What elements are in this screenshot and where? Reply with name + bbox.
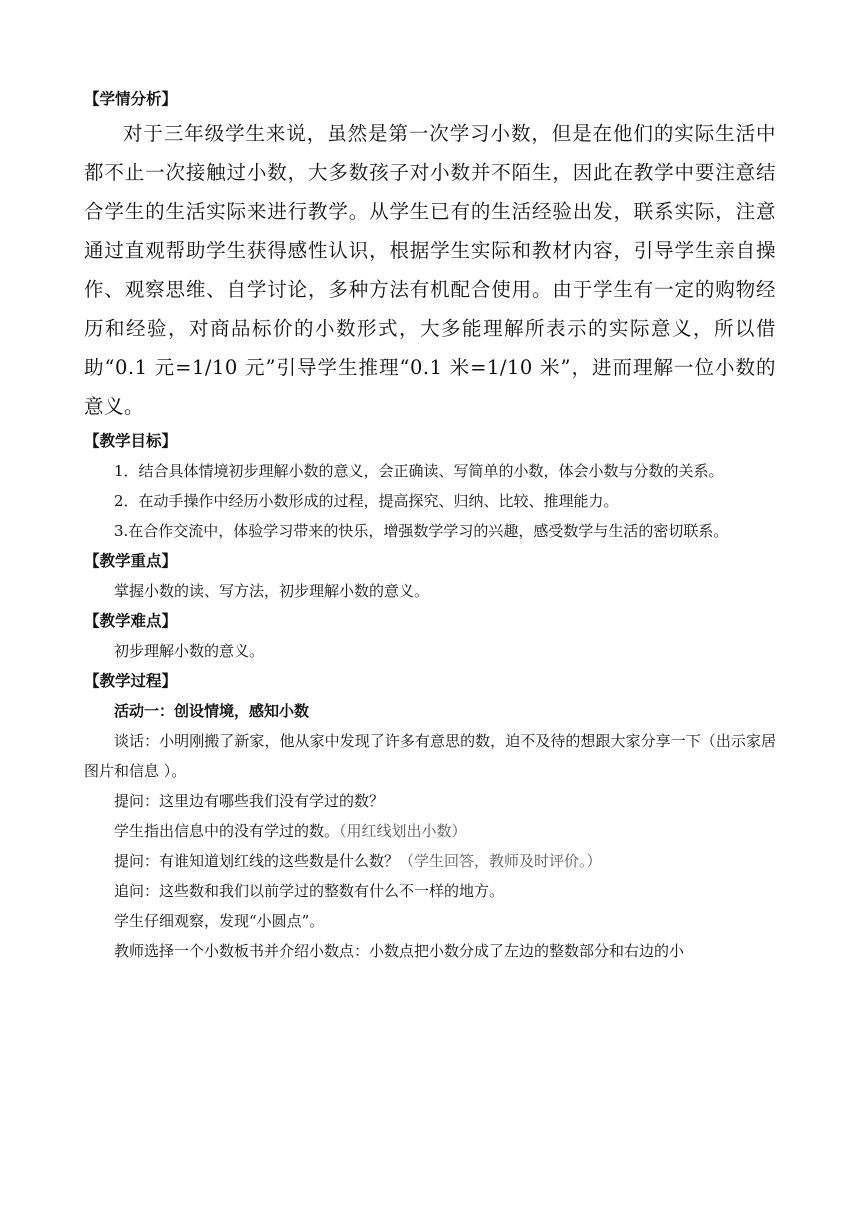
process-talk: 谈话：小明刚搬了新家，他从家中发现了许多有意思的数，迫不及待的想跟大家分享一下（出示家居图片和信息 ）。 xyxy=(84,732,776,780)
section-heading-goals: 【教学目标】 xyxy=(84,431,178,450)
process-observe: 学生仔细观察，发现“小圆点”。 xyxy=(114,912,325,930)
goal-item-2: 2．在动手操作中经历小数形成的过程，提高探究、归纳、比较、推理能力。 xyxy=(114,492,619,510)
process-teacher: 教师选择一个小数板书并介绍小数点：小数点把小数分成了左边的整数部分和右边的小 xyxy=(114,942,685,960)
process-students-point xyxy=(84,816,776,846)
difficulty-text: 初步理解小数的意义。 xyxy=(114,642,265,660)
goal-item-3: 3.在合作交流中，体验学习带来的快乐，增强数学学习的兴趣，感受数学与生活的密切联系。 xyxy=(114,522,729,540)
process-question-2 xyxy=(84,846,776,876)
section-heading-difficulty: 【教学难点】 xyxy=(84,611,178,630)
section-heading-key-point: 【教学重点】 xyxy=(84,551,178,570)
process-followup: 追问：这些数和我们以前学过的整数有什么不一样的地方。 xyxy=(114,882,505,900)
analysis-paragraph: 对于三年级学生来说，虽然是第一次学习小数，但是在他们的实际生活中都不止一次接触过小数，大多数孩子对小数并不陌生，因此在教学中要注意结合学生的生活实际来进行教学。从学生已有的生活经验出发，联系实际，注意通过直观帮助学生获得感性认识，根据学生实际和教材内容，引导学生亲自操作、观察思维、自学讨论，多种方法有机配合使用。由于学生有一定的购物经历和经验，对商品标价的小数形式，大多能理解所表示的实际意义，所以借助“0.1 元=1/10 元”引导学生推理“0.1 米=1/10 米”，进而理解一位小数的意义。 xyxy=(84,122,776,418)
goal-item-1: 1．结合具体情境初步理解小数的意义，会正确读、写简单的小数，体会小数与分数的关系。 xyxy=(114,462,724,480)
document-body xyxy=(84,84,776,966)
activity-1-title: 活动一：创设情境，感知小数 xyxy=(114,702,310,720)
question-2-text: 提问：有谁知道划红线的这些数是什么数？ xyxy=(114,852,400,870)
key-point-text: 掌握小数的读、写方法，初步理解小数的意义。 xyxy=(114,582,430,600)
question-2-note: （学生回答，教师及时评价。） xyxy=(399,852,602,870)
section-heading-analysis: 【学情分析】 xyxy=(84,89,178,108)
students-point-text: 学生指出信息中的没有学过的数。 xyxy=(114,822,340,840)
process-question-1: 提问：这里边有哪些我们没有学过的数？ xyxy=(114,792,385,810)
students-point-note: （用红线划出小数） xyxy=(339,822,467,840)
section-heading-process: 【教学过程】 xyxy=(84,671,178,690)
